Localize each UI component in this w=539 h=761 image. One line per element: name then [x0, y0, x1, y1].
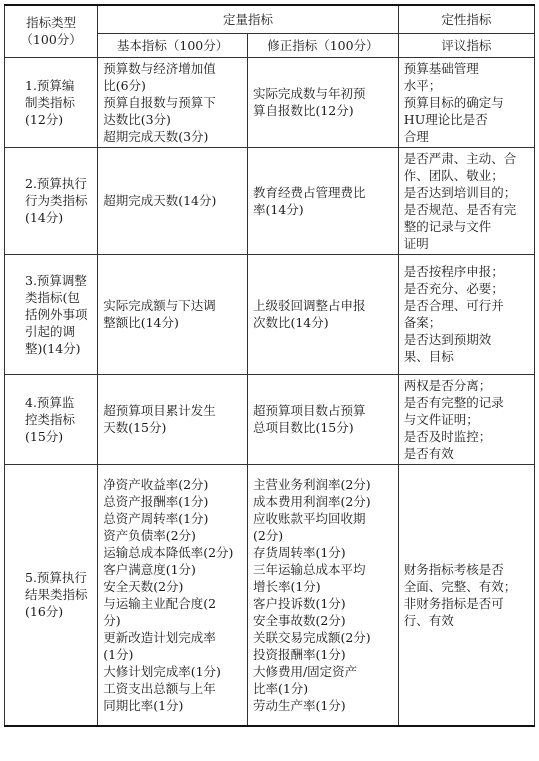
- cell-evaluation: [398, 57, 534, 147]
- cell-evaluation-line: 预算基础管理: [403, 60, 479, 76]
- table-body: [5, 57, 535, 726]
- cell-modified: [247, 147, 398, 254]
- header-basic: 基本指标（100分）: [98, 33, 248, 57]
- cell-basic-line: (1分): [103, 646, 134, 662]
- cell-evaluation-line: 财务指标考核是否: [403, 561, 504, 577]
- cell-evaluation-line: 是否规范、是否有完: [403, 201, 517, 217]
- cell-basic-line: 客户满意度(1分): [103, 561, 196, 577]
- header-quantitative: 定量指标: [98, 5, 399, 33]
- cell-category: [5, 464, 98, 726]
- cell-evaluation-line: 全面、完整、有效；: [403, 578, 517, 594]
- cell-evaluation-line: HU理论比是否: [403, 111, 488, 127]
- cell-modified: [247, 254, 398, 374]
- cell-evaluation-line: 是否充分、必要；: [403, 281, 504, 296]
- cell-basic-line: 实际完成额与下达调: [103, 298, 216, 313]
- cell-modified-line: 超预算项目数占预算: [252, 403, 366, 418]
- indicator-table-container: [4, 4, 535, 727]
- cell-evaluation-line: 预算目标的确定与: [403, 94, 504, 110]
- cell-category: [5, 254, 98, 374]
- cell-evaluation: [398, 254, 534, 374]
- cell-evaluation-line: 非财务指标是否可: [403, 595, 504, 611]
- cell-modified-line: 算自报数比(12分): [252, 103, 354, 118]
- cell-modified-line: 成本费用利润率(2分): [252, 493, 371, 509]
- cell-modified-line: 关联交易完成额(2分): [252, 629, 371, 645]
- cell-evaluation-line: 证明: [403, 235, 429, 251]
- cell-basic-line: 大修计划完成率(1分): [103, 663, 221, 679]
- cell-basic-line: 总资产周转率(1分): [103, 510, 209, 526]
- cell-evaluation-line: 果、目标: [403, 349, 454, 364]
- cell-modified-line: 劳动生产率(1分): [252, 697, 346, 713]
- cell-basic-line: 同期比率(1分): [103, 697, 184, 713]
- cell-basic-line: 达数比(3分): [103, 111, 171, 127]
- cell-evaluation-line: 是否合理、可行并: [403, 298, 504, 313]
- cell-evaluation: [398, 374, 534, 464]
- cell-evaluation-line: 整的记录与文件: [403, 218, 492, 234]
- table-row: [5, 254, 535, 374]
- cell-category-line: 4.预算监: [25, 394, 75, 410]
- cell-modified-line: 存货周转率(1分): [252, 544, 346, 560]
- cell-evaluation-line: 备案；: [403, 315, 442, 330]
- cell-basic-line: 安全天数(2分): [103, 578, 184, 594]
- cell-category: [5, 374, 98, 464]
- cell-modified-line: 实际完成数与年初预: [252, 86, 366, 101]
- cell-modified-line: 应收账款平均回收期: [252, 510, 366, 526]
- cell-basic-line: 净资产收益率(2分): [103, 476, 209, 492]
- header-indicator-type-score: （100分）: [20, 32, 82, 48]
- cell-modified-line: 教育经费占管理费比: [252, 184, 366, 200]
- cell-category-line: 行为类指标: [25, 193, 88, 208]
- table-row: [5, 57, 535, 147]
- table-row: [5, 147, 535, 254]
- cell-category-line: 3.预算调整: [25, 272, 87, 288]
- cell-evaluation-line: 与文件证明；: [403, 411, 479, 427]
- header-evaluation: 评议指标: [398, 33, 534, 57]
- cell-basic-line: 运输总成本降低率(2分): [103, 544, 234, 560]
- cell-category-line: 5.预算执行: [25, 570, 87, 586]
- cell-modified-line: (2分): [252, 527, 284, 543]
- cell-basic: [98, 254, 248, 374]
- cell-basic-line: 与运输主业配合度(2: [103, 595, 217, 611]
- cell-modified-line: 次数比(14分): [252, 315, 329, 330]
- table-row: [5, 464, 535, 726]
- cell-basic: [98, 57, 248, 147]
- cell-evaluation-line: 是否及时监控；: [403, 428, 492, 444]
- cell-basic-line: 预算数与经济增加值: [103, 60, 216, 76]
- header-modified: 修正指标（100分）: [247, 33, 398, 57]
- cell-modified-line: 投资报酬率(1分): [252, 646, 346, 662]
- cell-category-line: (14分): [25, 210, 64, 225]
- table-row: [5, 374, 535, 464]
- header-qualitative: 定性指标: [398, 5, 534, 33]
- cell-evaluation-line: 作、团队、敬业；: [403, 167, 504, 183]
- cell-evaluation-line: 合理: [403, 128, 429, 144]
- cell-evaluation-line: 两权是否分离；: [403, 377, 492, 393]
- cell-category-line: 制类指标: [25, 94, 76, 110]
- cell-basic-line: 超期完成天数(14分): [103, 193, 217, 208]
- cell-category-line: 2.预算执行: [25, 176, 87, 191]
- cell-category-line: (16分): [25, 604, 64, 620]
- cell-basic: [98, 374, 248, 464]
- cell-category: [5, 57, 98, 147]
- cell-modified-line: 比率(1分): [252, 680, 309, 696]
- cell-evaluation-line: 是否有完整的记录: [403, 394, 504, 410]
- cell-evaluation-line: 是否按程序申报；: [403, 264, 504, 279]
- cell-category: [5, 147, 98, 254]
- budget-indicator-table: [4, 4, 535, 727]
- cell-category-line: 控类指标: [25, 411, 76, 427]
- cell-modified-line: 总项目数比(15分): [252, 420, 354, 435]
- cell-modified-line: 上级驳回调整占申报: [252, 298, 366, 313]
- cell-evaluation-line: 是否达到培训目的；: [403, 184, 517, 200]
- cell-basic-line: 分): [103, 612, 121, 628]
- cell-modified-line: 三年运输总成本平均: [252, 561, 366, 577]
- cell-basic-line: 总资产报酬率(1分): [103, 493, 209, 509]
- cell-category-line: 引起的调: [25, 323, 76, 339]
- cell-modified-line: 安全事故数(2分): [252, 612, 346, 628]
- header-indicator-type: [5, 5, 98, 57]
- cell-basic-line: 更新改造计划完成率: [103, 629, 216, 645]
- cell-modified-line: 增长率(1分): [252, 578, 321, 594]
- cell-category-line: 类指标(包: [25, 289, 80, 305]
- cell-modified-line: 率(14分): [252, 201, 304, 217]
- cell-category-line: 括例外事项: [25, 306, 88, 322]
- cell-evaluation: [398, 464, 534, 726]
- cell-modified-line: 大修费用/固定资产: [252, 663, 358, 679]
- header-indicator-type-label: 指标类型: [26, 15, 77, 31]
- cell-category-line: 1.预算编: [25, 77, 75, 93]
- cell-evaluation-line: 行、有效: [403, 612, 454, 628]
- cell-basic: [98, 147, 248, 254]
- cell-category-line: (15分): [25, 428, 64, 444]
- cell-modified: [247, 57, 398, 147]
- cell-evaluation-line: 是否严肃、主动、合: [403, 150, 517, 166]
- cell-basic: [98, 464, 248, 726]
- cell-category-line: 整)(14分): [25, 340, 81, 356]
- cell-category-line: 结果类指标: [25, 587, 88, 603]
- cell-category-line: (12分): [25, 111, 64, 127]
- cell-basic-line: 超期完成天数(3分): [103, 128, 209, 144]
- cell-evaluation: [398, 147, 534, 254]
- cell-basic-line: 工资支出总额与上年: [103, 680, 216, 696]
- cell-basic-line: 资产负债率(2分): [103, 527, 196, 543]
- cell-evaluation-line: 是否达到预期效: [403, 332, 492, 347]
- cell-modified: [247, 374, 398, 464]
- cell-basic-line: 整额比(14分): [103, 315, 179, 330]
- cell-basic-line: 超预算项目累计发生: [103, 403, 216, 418]
- cell-evaluation-line: 水平；: [403, 77, 442, 93]
- cell-basic-line: 天数(15分): [103, 420, 167, 435]
- cell-evaluation-line: 是否有效: [403, 445, 454, 461]
- cell-modified-line: 主营业务利润率(2分): [252, 476, 371, 492]
- cell-basic-line: 预算自报数与预算下: [103, 94, 216, 110]
- cell-basic-line: 比(6分): [103, 77, 146, 93]
- cell-modified: [247, 464, 398, 726]
- cell-modified-line: 客户投诉数(1分): [252, 595, 346, 611]
